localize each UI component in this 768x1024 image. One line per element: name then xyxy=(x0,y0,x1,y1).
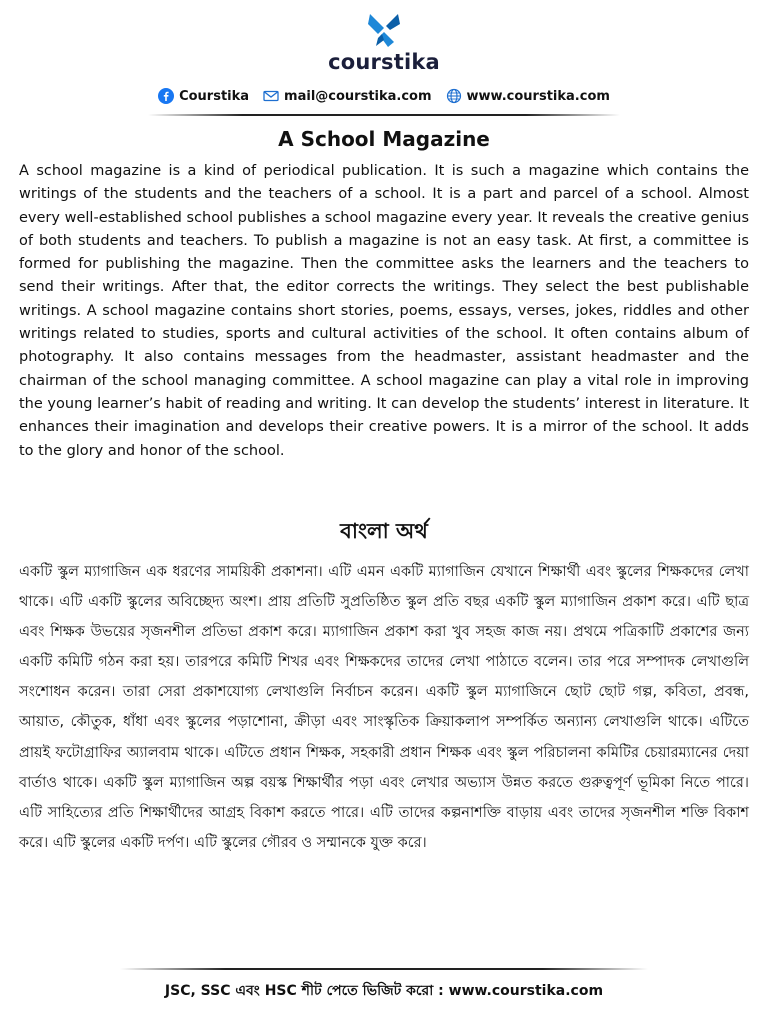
translation-body: একটি স্কুল ম্যাগাজিন এক ধরণের সাময়িকী প্রকাশনা। এটি এমন একটি ম্যাগাজিন যেখানে শিক্ষার্থী এবং স্কুলের শিক্ষকদের লেখা থাকে। এটি একটি স্কুলের অবিচ্ছেদ্য অংশ। প্রায় প্রতিটি সুপ্রতিষ্ঠিত স্কুল প্রতি বছর একটি স্কুল ম্যাগাজিন প্রকাশ করে। এটি ছাত্র এবং শিক্ষক উভয়ের সৃজনশীল প্রতিভা প্রকাশ করে। ম্যাগাজিন প্রকাশ করা খুব সহজ কাজ নয়। প্রথমে পত্রিকাটি প্রকাশের জন্য একটি কমিটি গঠন করা হয়। তারপরে কমিটি শিখর এবং শিক্ষকদের তাদের লেখা পাঠাতে বলেন। তার পরে সম্পাদক লেখাগুলি সংশোধন করেন। তারা সেরা প্রকাশযোগ্য লেখাগুলি নির্বাচন করেন। একটি স্কুল ম্যাগাজিনে ছোট ছোট গল্প, কবিতা, প্রবন্ধ, আয়াত, কৌতুক, ধাঁধা এবং স্কুলের পড়াশোনা, ক্রীড়া এবং সাংস্কৃতিক ক্রিয়াকলাপ সম্পর্কিত অন্যান্য লেখাগুলি থাকে। এটিতে প্রায়ই ফটোগ্রাফির অ্যালবাম থাকে। এটিতে প্রধান শিক্ষক, সহকারী প্রধান শিক্ষক এবং স্কুল পরিচালনা কমিটির চেয়ারম্যানের দেয়া বার্তাও থাকে। একটি স্কুল ম্যাগাজিন অল্প বয়স্ক শিক্ষার্থীর পড়া এবং লেখার অভ্যাস উন্নত করতে গুরুত্বপূর্ণ ভূমিকা নিতে পারে। এটি সাহিত্যের প্রতি শিক্ষার্থীদের আগ্রহ বিকাশ করতে পারে। এটি তাদের কল্পনাশক্তি বাড়ায় এবং তাদের সৃজনশীল শক্তি বিকাশ করে। এটি স্কুলের একটি দর্পণ। এটি স্কুলের গৌরব ও সম্মানকে যুক্ত করে। xyxy=(19,564,749,851)
facebook-icon xyxy=(158,88,174,104)
footer-divider xyxy=(120,968,648,970)
facebook-link[interactable] xyxy=(158,88,249,104)
contact-bar xyxy=(0,88,768,104)
website-link[interactable] xyxy=(446,88,610,104)
footer-text: JSC, SSC এবং HSC শীট পেতে ভিজিট করো : www.courstika.com xyxy=(164,983,604,999)
email-link[interactable] xyxy=(263,88,431,104)
courstika-logo xyxy=(364,10,404,50)
header-divider xyxy=(148,114,620,116)
mail-icon xyxy=(263,88,279,104)
globe-icon xyxy=(446,88,462,104)
translation-heading: বাংলা অর্থ xyxy=(340,519,428,543)
article-title: A School Magazine xyxy=(278,127,490,151)
facebook-label: Courstika xyxy=(179,88,250,104)
email-label: mail@courstika.com xyxy=(284,88,432,104)
website-label: www.courstika.com xyxy=(466,88,610,104)
brand-header xyxy=(0,10,768,74)
article-body: A school magazine is a kind of periodical publication. It is such a magazine which contains the writings of the students and the teachers of a school. It is a part and parcel of a school. Almost every well-established school publishes a school magazine every year. It reveals the creative genius of both students and teachers. To publish a magazine is not an easy task. At first, a committee is formed for publishing the magazine. Then the committee asks the learners and the teachers to send their writings. After that, the editor corrects the writings. They select the best publishable writings. A school magazine contains short stories, poems, essays, verses, jokes, riddles and other writings related to studies, sports and cultural activities of the school. It often contains album of photography. It also contains messages from the headmaster, assistant headmaster and the chairman of the school managing committee. A school magazine can play a vital role in improving the young learner’s habit of reading and writing. It can develop the students’ interest in literature. It enhances their imagination and develops their creative powers. It is a mirror of the school. It adds to the glory and honor of the school. xyxy=(19,163,749,459)
brand-name: courstika xyxy=(328,50,440,74)
